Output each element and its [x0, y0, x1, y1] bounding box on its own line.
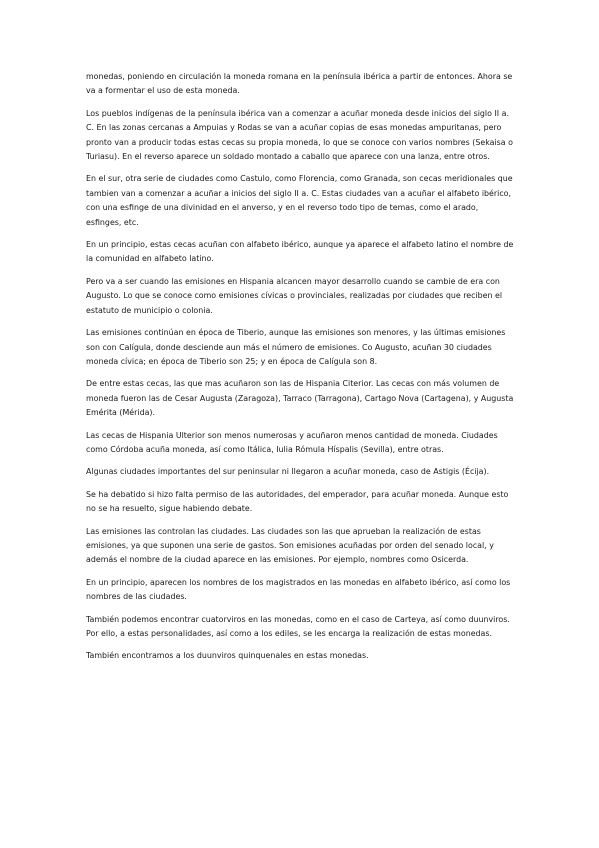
paragraph-3: En el sur, otra serie de ciudades como Castulo, como Florencia, como Granada, son cecas meridionales que tambien van a comenzar a acuñar a inicios del siglo II a. C. Estas ciudades van a acuñar el alfabeto ibérico, con una esfinge de una divinidad en el anverso, y en el reverso todo tipo de temas, como el arado, esfinges, etc. — [86, 174, 513, 227]
paragraph-13: También podemos encontrar cuatorviros en las monedas, como en el caso de Carteya, así como duunviros. Por ello, a estas personalidades, así como a los ediles, se les encarga la realización de estas monedas. — [86, 614, 510, 638]
paragraph-14: También encontramos a los duunviros quinquenales en estas monedas. — [86, 651, 369, 661]
paragraph-2: Los pueblos indígenas de la península ibérica van a comenzar a acuñar moneda desde inicios del siglo II a. C. En las zonas cercanas a Ampuias y Rodas se van a acuñar copias de esas monedas ampuritanas, pero pronto van a producir todas estas cecas su propia moneda, lo que se conoce con varios nombres (Sekaisa o Turiasu). En el reverso aparece un soldado montado a caballo que aparece con una lanza, entre otros. — [86, 108, 513, 162]
paragraph-1: monedas, poniendo en circulación la moneda romana en la península ibérica a partir de entonces. Ahora se va a formentar el uso de esta moneda. — [86, 72, 513, 96]
paragraph-6: Las emisiones continúan en época de Tiberio, aunque las emisiones son menores, y las últimas emisiones son con Calígula, donde desciende aun más el número de emisiones. Co Augusto, acuñan 30 ciudades moneda cívica; en época de Tiberio son 25; y en época de Calígula son 8. — [86, 328, 506, 366]
paragraph-8: Las cecas de Hispania Ulterior son menos numerosas y acuñaron menos cantidad de moneda. Ciudades como Córdoba acuña moneda, así como Itálica, Iulia Rómula Híspalis (Sevilla), entre otras. — [86, 430, 498, 454]
paragraph-11: Las emisiones las controlan las ciudades. Las ciudades son las que aprueban la realización de estas emisiones, ya que suponen una serie de gastos. Son emisiones acuñadas por orden del senado local, y además el nombre de la ciudad aparece en las emisiones. Por ejemplo, nombres como Osicerda. — [86, 526, 494, 565]
paragraph-7: De entre estas cecas, las que mas acuñaron son las de Hispania Citerior. Las cecas con más volumen de moneda fueron las de Cesar Augusta (Zaragoza), Tarraco (Tarragona), Cartago Nova (Cartagena), y Augusta Emérita (Mérida). — [86, 379, 514, 418]
paragraph-4: En un principio, estas cecas acuñan con alfabeto ibérico, aunque ya aparece el alfabeto latino el nombre de la comunidad en alfabeto latino. — [86, 240, 514, 264]
paragraph-10: Se ha debatido si hizo falta permiso de las autoridades, del emperador, para acuñar moneda. Aunque esto no se ha resuelto, sigue habiendo debate. — [86, 489, 509, 514]
paragraph-5: Pero va a ser cuando las emisiones en Hispania alcancen mayor desarrollo cuando se cambie de era con Augusto. Lo que se conoce como emisiones cívicas o provinciales, realizadas por ciudades que reciben el estatuto de municipio o colonia. — [86, 276, 503, 315]
paragraph-12: En un principio, aparecen los nombres de los magistrados en las monedas en alfabeto ibérico, así como los nombres de las ciudades. — [86, 577, 511, 602]
paragraph-9: Algunas ciudades importantes del sur peninsular ni llegaron a acuñar moneda, caso de Astigis (Écija). — [86, 467, 490, 477]
